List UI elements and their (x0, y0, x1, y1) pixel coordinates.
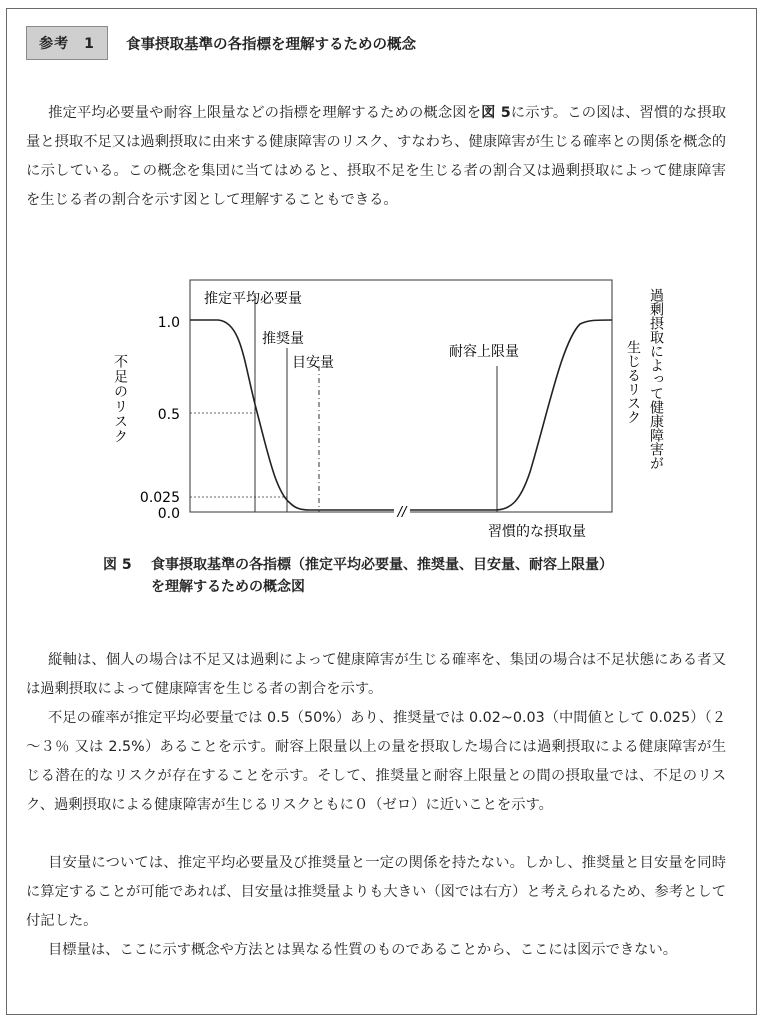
intro-paragraph (26, 99, 726, 215)
tick-label-0-5: 0.5 (157, 407, 180, 423)
rda-label: 推奨量 (262, 331, 304, 347)
section-header (26, 26, 416, 60)
concept-figure (0, 272, 764, 552)
tick-label-1-0: 1.0 (157, 315, 180, 331)
body-paragraph-3 (26, 849, 726, 936)
ear-label: 推定平均必要量 (204, 291, 302, 307)
body-paragraph-1-text: 縦軸は、個人の場合は不足又は過剰によって健康障害が生じる確率を、集団の場合は不足状態にある者又は過剰摂取によって健康障害を生じる者の割合を示す。 (26, 652, 726, 697)
axis-break-mark: // (397, 505, 407, 520)
figure-caption (103, 554, 613, 598)
reference-tag: 参考 1 (26, 26, 108, 60)
tick-label-0-025: 0.025 (139, 490, 180, 506)
y-axis-label-right-col2: 生じるリスク (625, 340, 641, 424)
figure-reference[interactable]: 図 5 (481, 105, 511, 121)
body-paragraph-4-text: 目標量は、ここに示す概念や方法とは異なる性質のものであることから、ここには図示できない。 (48, 942, 678, 958)
tick-label-0-0: 0.0 (157, 506, 180, 522)
y-axis-label-right-col1: 過剰摂取によって健康障害が (648, 288, 664, 470)
risk-curve (190, 320, 612, 510)
body-paragraph-2-text: 不足の確率が推定平均必要量では 0.5（50%）あり、推奨量では 0.02~0.03（中間値として 0.025）（２～３％ 又は 2.5%）あることを示す。耐容上限量以上の量を摂取した場合には過剰摂取による健康障害が生じる潜在的なリスクが存在することを示す。そして、推奨量と耐容上限量との間の摂取量では、不足のリスク、過剰摂取による健康障害が生じるリスクともに０（ゼロ）に近いことを示す。 (26, 710, 726, 813)
body-paragraph-3-text: 目安量については、推定平均必要量及び推奨量と一定の関係を持たない。しかし、推奨量と目安量を同時に算定することが可能であれば、目安量は推奨量よりも大きい（図では右方）と考えられるため、参考として付記した。 (26, 855, 726, 929)
intro-text-before: 推定平均必要量や耐容上限量などの指標を理解するための概念図を (48, 105, 482, 121)
ai-label: 目安量 (292, 355, 334, 371)
body-paragraph-4 (26, 936, 726, 965)
body-paragraph-1 (26, 646, 726, 704)
x-axis-label: 習慣的な摂取量 (488, 524, 586, 540)
caption-line1: 食事摂取基準の各指標（推定平均必要量、推奨量、目安量、耐容上限量） (151, 557, 613, 573)
intro-text-after: に示す。この図は、習慣的な摂取量と摂取不足又は過剰摂取に由来する健康障害のリスク、すなわち、健康障害が生じる確率との関係を概念的に示している。この概念を集団に当てはめると、摂取不足を生じる者の割合又は過剰摂取によって健康障害を生じる者の割合を示す図として理解することもできる。 (26, 105, 726, 208)
caption-line2: を理解するための概念図 (151, 579, 305, 595)
section-title: 食事摂取基準の各指標を理解するための概念 (126, 36, 416, 53)
ul-label: 耐容上限量 (449, 344, 519, 360)
y-axis-label-left: 不足のリスク (112, 354, 128, 444)
caption-number: 図 5 (103, 557, 132, 573)
body-paragraph-2 (26, 704, 726, 820)
